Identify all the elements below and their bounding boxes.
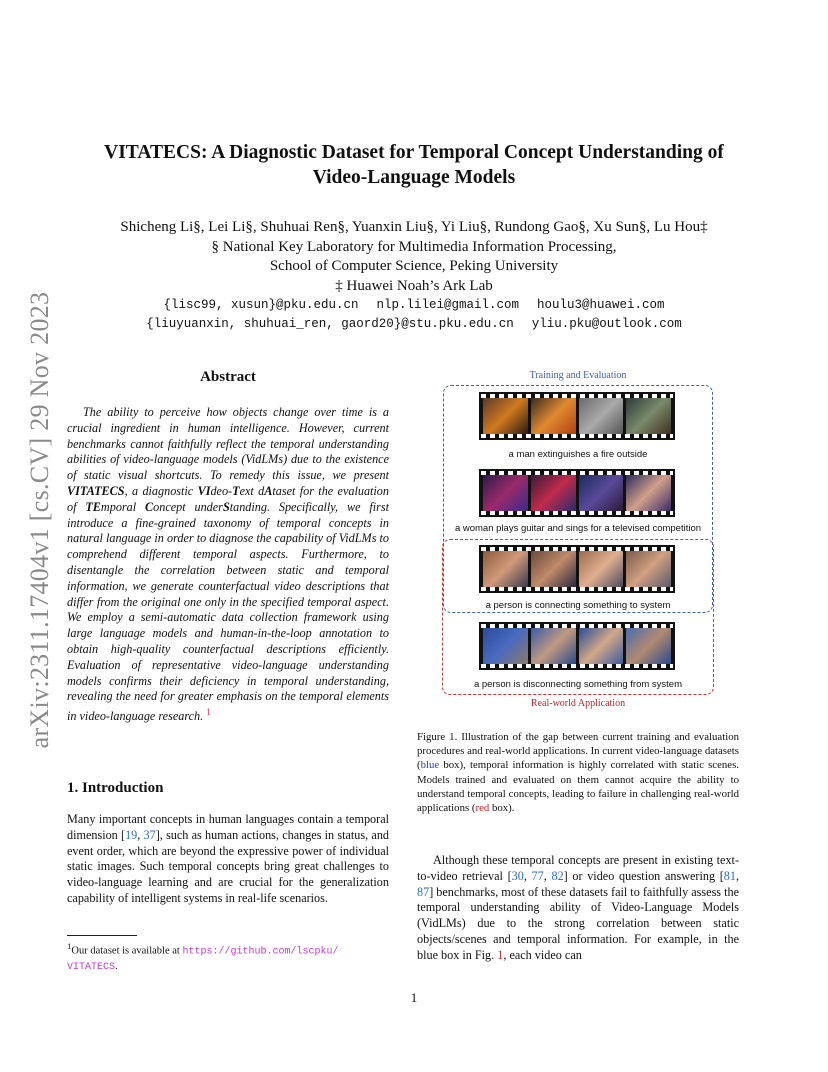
video-frame xyxy=(483,475,528,511)
citation-19[interactable]: 19 xyxy=(125,827,138,842)
video-frame xyxy=(626,398,671,434)
email-4[interactable]: {liuyuanxin, shuhuai_ren, gaord20}@stu.pku.edu.cn xyxy=(146,317,514,331)
footnote: $^1$Our dataset is available at https://github.com/lscpku/ VITATECS. xyxy=(67,941,339,973)
email-line-2 xyxy=(70,315,758,334)
citation-37[interactable]: 37 xyxy=(143,827,156,842)
figure-caption: Figure 1. Illustration of the gap between current training and evaluation procedures and real-world applications. In current video-language datasets (blue box), temporal information is highly correlated with static scenes. Models trained and evaluated on them cannot acquire the ability to understand temporal concepts, leading to failure in challenging real-world applications (red box). xyxy=(417,731,739,815)
real-world-label: Real-world Application xyxy=(530,698,626,709)
citation-77[interactable]: 77 xyxy=(531,868,544,883)
figure-1 xyxy=(441,370,715,712)
filmstrip-connecting xyxy=(479,545,675,593)
page-number: 1 xyxy=(410,990,418,1005)
arxiv-stamp xyxy=(20,280,60,760)
right-column-paragraph: Although these temporal concepts are present in existing text-to-video retrieval [30, 77, 82] or video question answering [81, 87] benchmarks, most of these datasets fail to faithfully assess the temporal understanding ability of Video-Language Models (VidLMs) due to the strong correlation between static objects/scenes and temporal information. For example, in the blue box in Fig. 1, each video can xyxy=(417,853,740,962)
citation-82[interactable]: 82 xyxy=(551,868,564,883)
video-frame xyxy=(531,398,576,434)
affiliation-1: § National Key Laboratory for Multimedia Information Processing, xyxy=(211,238,617,255)
author-block xyxy=(70,218,758,334)
video-frame xyxy=(626,628,671,664)
video-frame xyxy=(626,551,671,587)
title-line-1: VITATECS: A Diagnostic Dataset for Temporal Concept Understanding of xyxy=(104,142,724,163)
citation-87[interactable]: 87 xyxy=(417,884,430,899)
training-evaluation-label: Training and Evaluation xyxy=(529,370,627,381)
intro-heading: 1. Introduction xyxy=(67,780,164,796)
video-frame xyxy=(483,551,528,587)
dataset-url[interactable]: https://github.com/lscpku/ VITATECS xyxy=(67,946,339,973)
video-frame xyxy=(579,398,624,434)
video-frame xyxy=(531,475,576,511)
arxiv-id: arXiv:2311.17404v1 [cs.CV] 29 Nov 2023 xyxy=(25,291,54,749)
email-3[interactable]: houlu3@huawei.com xyxy=(537,298,665,312)
author-list: Shicheng Li§, Lei Li§, Shuhuai Ren§, Yuanxin Liu§, Yi Liu§, Rundong Gao§, Xu Sun§, Lu Hou‡ xyxy=(120,219,708,235)
filmstrip-disconnecting xyxy=(479,622,675,670)
email-5[interactable]: yliu.pku@outlook.com xyxy=(531,317,682,331)
caption-fire: a man extinguishes a fire outside xyxy=(508,449,648,460)
video-frame xyxy=(483,398,528,434)
caption-connecting: a person is connecting something to system xyxy=(485,600,671,611)
intro-paragraph: Many important concepts in human languages contain a temporal dimension [19, 37], such as human actions, changes in status, and event order, which are beyond the expressive power of individual static images. Such temporal concepts bring great challenges to video-language learning and are crucial for the generalization capability of intelligent systems in real-life scenarios. xyxy=(67,812,390,905)
footnote-rule xyxy=(67,935,137,936)
affiliation-2: School of Computer Science, Peking University xyxy=(269,258,559,274)
paper-title xyxy=(70,140,758,190)
video-frame xyxy=(626,475,671,511)
video-frame xyxy=(483,628,528,664)
affiliation-3: ‡ Huawei Noah’s Ark Lab xyxy=(335,277,493,294)
caption-singer: a woman plays guitar and sings for a televised competition xyxy=(454,523,702,534)
title-line-2: Video-Language Models xyxy=(312,167,516,188)
caption-disconnecting: a person is disconnecting something from system xyxy=(473,679,683,690)
filmstrip-fire xyxy=(479,392,675,440)
email-line-1 xyxy=(70,296,758,315)
video-frame xyxy=(579,475,624,511)
footnote-link[interactable]: 1 xyxy=(206,707,211,718)
citation-81[interactable]: 81 xyxy=(723,868,736,883)
abstract-text: The ability to perceive how objects change over time is a crucial ingredient in human intelligence. However, current benchmarks cannot faithfully reflect the temporal understanding abilities of video-language models (VidLMs) due to the existence of static visual shortcuts. To remedy this issue, we present VITATECS, a diagnostic VIdeo-Text dAtaset for the evaluation of TEmporal Concept underStanding. Specifically, we first introduce a fine-grained taxonomy of temporal concepts in natural language in order to diagnose the capability of VidLMs to comprehend different temporal aspects. Furthermore, to disentangle the correlation between static and temporal information, we generate counterfactual video descriptions that differ from the original one only in the specified temporal aspect. We employ a semi-automatic data collection framework using large language models and human-in-the-loop annotation to obtain high-quality counterfactual descriptions efficiently. Evaluation of representative video-language understanding models confirms their deficiency in temporal understanding, revealing the need for greater emphasis on the temporal elements in video-language research. $^1$ xyxy=(67,405,389,724)
video-frame xyxy=(579,551,624,587)
abstract-heading: Abstract xyxy=(200,369,256,385)
email-1[interactable]: {lisc99, xusun}@pku.edu.cn xyxy=(163,298,359,312)
video-frame xyxy=(579,628,624,664)
email-2[interactable]: nlp.lilei@gmail.com xyxy=(376,298,520,312)
video-frame xyxy=(531,628,576,664)
video-frame xyxy=(531,551,576,587)
figure-1-link[interactable]: 1 xyxy=(497,947,504,962)
citation-30[interactable]: 30 xyxy=(511,868,524,883)
filmstrip-singer xyxy=(479,469,675,517)
